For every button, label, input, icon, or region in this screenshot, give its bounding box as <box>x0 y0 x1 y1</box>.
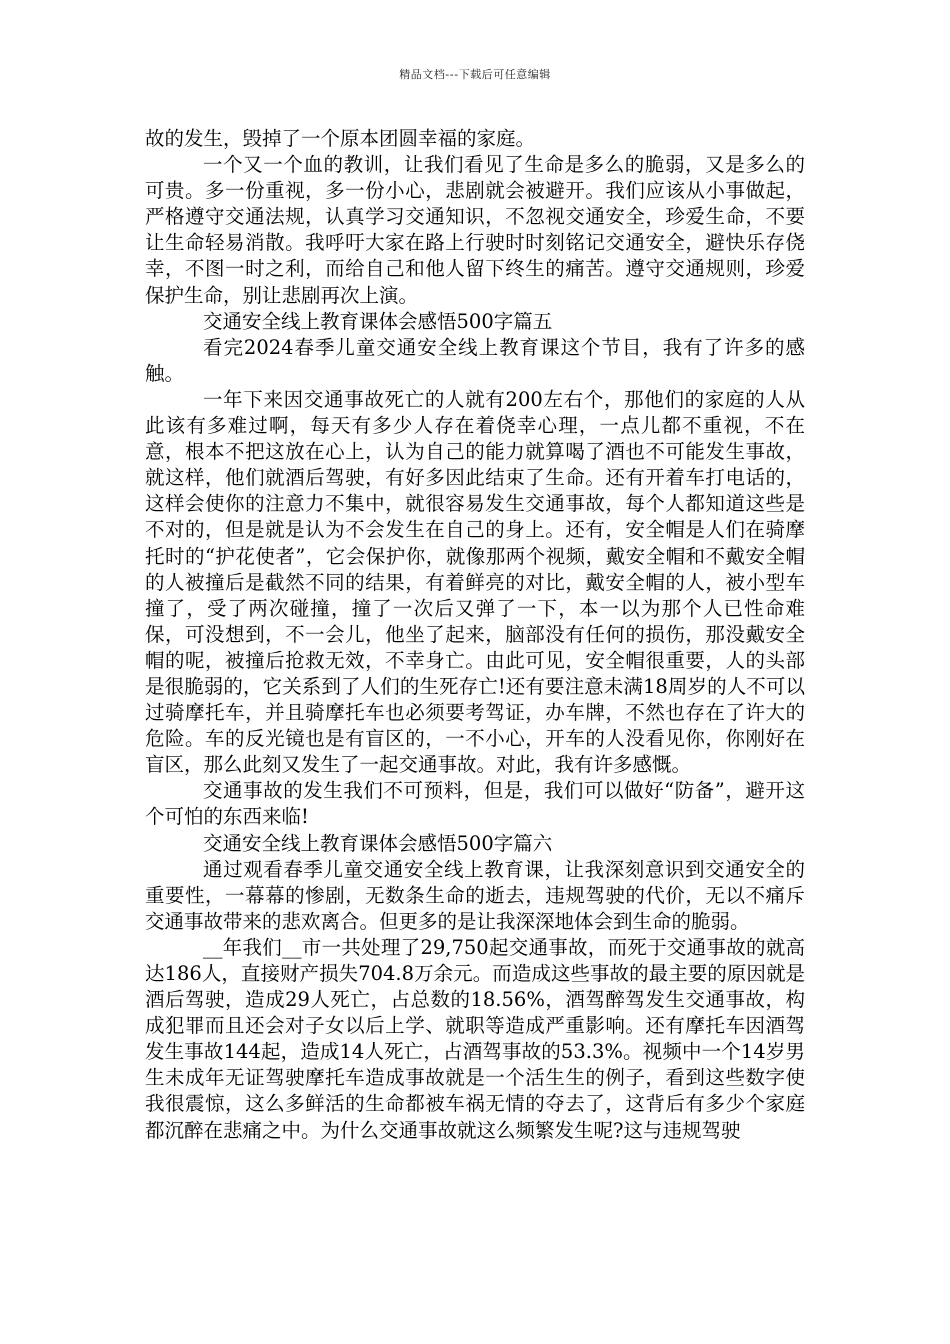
paragraph: 看完2024春季儿童交通安全线上教育课这个节目，我有了许多的感触。 <box>145 335 805 385</box>
document-body <box>145 126 805 1144</box>
section-heading: 交通安全线上教育课体会感悟500字篇六 <box>203 831 553 855</box>
page-header: 精品文档---下载后可任意编辑 <box>399 68 551 81</box>
paragraph: 一个又一个血的教训，让我们看见了生命是多么的脆弱，又是多么的可贵。多一份重视，多一份小心，悲剧就会被避开。我们应该从小事做起，严格遵守交通法规，认真学习交通知识，不忽视交通安全，珍爱生命，不要让生命轻易消散。我呼吁大家在路上行驶时时刻铭记交通安全，避快乐存侥幸，不图一时之利，而给自己和他人留下终生的痛苦。遵守交通规则，珍爱保护生命，别让悲剧再次上演。 <box>145 153 805 307</box>
paragraph: 通过观看春季儿童交通安全线上教育课，让我深刻意识到交通安全的重要性，一幕幕的惨剧，无数条生命的逝去，违规驾驶的代价，无以不痛斥交通事故带来的悲欢离合。但更多的是让我深深地体会到生命的脆弱。 <box>145 857 805 933</box>
paragraph: 交通事故的发生我们不可预料，但是，我们可以做好“防备”，避开这个可怕的东西来临! <box>145 779 805 829</box>
paragraph: 一年下来因交通事故死亡的人就有200左右个，那他们的家庭的人从此该有多难过啊，每天有多少人存在着侥幸心理，一点儿都不重视，不在意，根本不把这放在心上，认为自己的能力就算喝了酒也不可能发生事故，就这样，他们就酒后驾驶，有好多因此结束了生命。还有开着车打电话的，这样会使你的注意力不集中，就很容易发生交通事故，每个人都知道这些是不对的，但是就是认为不会发生在自己的身上。还有，安全帽是人们在骑摩托时的“护花使者”，它会保护你，就像那两个视频，戴安全帽和不戴安全帽的人被撞后是截然不同的结果，有着鲜亮的对比，戴安全帽的人，被小型车撞了，受了两次碰撞，撞了一次后又弹了一下，本一以为那个人已性命难保，可没想到，不一会儿，他坐了起来，脑部没有任何的损伤，那没戴安全帽的呢，被撞后抢救无效，不幸身亡。由此可见，安全帽很重要，人的头部是很脆弱的，它关系到了人们的生死存亡!还有要注意未满18周岁的人不可以过骑摩托车，并且骑摩托车也必须要考驾证，办车牌，不然也存在了许大的危险。车的反光镜也是有盲区的，一不小心，开车的人没看见你，你刚好在盲区，那么此刻又发生了一起交通事故。对此，我有许多感慨。 <box>145 387 805 777</box>
section-heading: 交通安全线上教育课体会感悟500字篇五 <box>203 309 553 333</box>
paragraph: __年我们__市一共处理了29,750起交通事故，而死于交通事故的就高达186人，直接财产损失704.8万余元。而造成这些事故的最主要的原因就是酒后驾驶，造成29人死亡，占总数的18.56%，酒驾醉驾发生交通事故，构成犯罪而且还会对子女以后上学、就职等造成严重影响。还有摩托车因酒驾发生事故144起，造成14人死亡，占酒驾事故的53.3%。视频中一个14岁男生未成年无证驾驶摩托车造成事故就是一个活生生的例子，看到这些数字使我很震惊，这么多鲜活的生命都被车祸无情的夺去了，这背后有多少个家庭都沉醉在悲痛之中。为什么交通事故就这么频繁发生呢?这与违规驾驶 <box>145 935 805 1142</box>
paragraph: 故的发生，毁掉了一个原本团圆幸福的家庭。 <box>145 127 536 150</box>
